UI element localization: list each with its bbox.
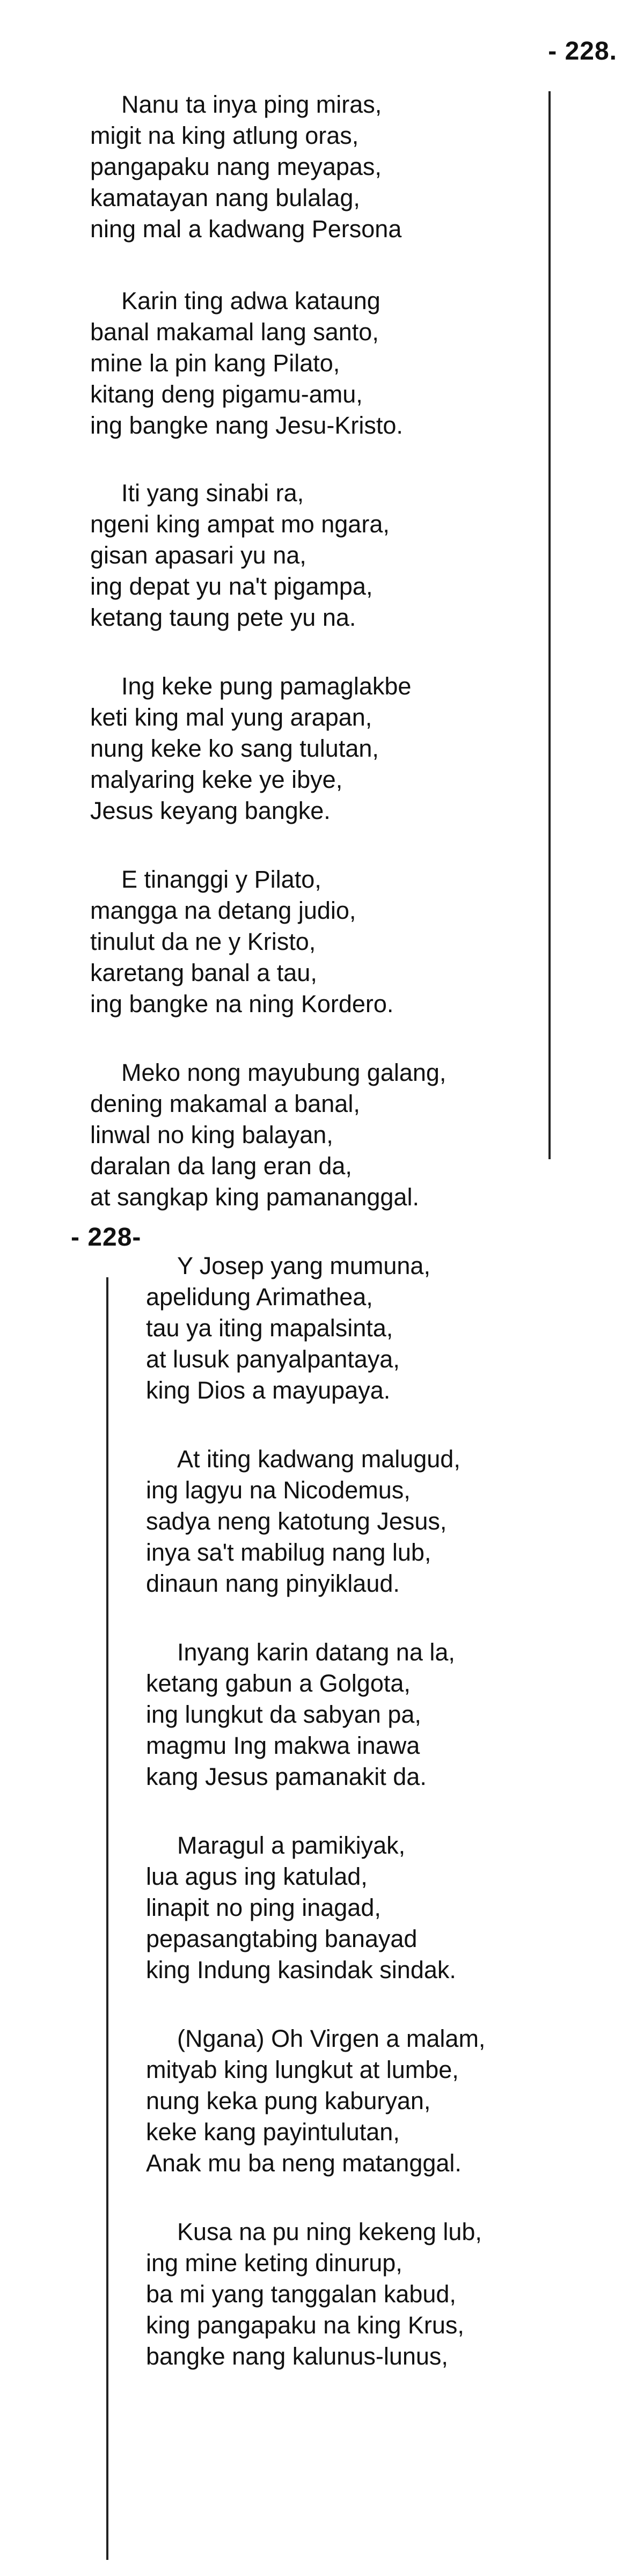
verse-line: At iting kadwang malugud,	[177, 1445, 460, 1473]
verse-line: Ing keke pung pamaglakbe	[121, 672, 412, 700]
stanza	[90, 478, 390, 633]
verse-line: Karin ting adwa kataung	[121, 287, 380, 314]
verse-line: lua agus ing katulad,	[146, 1863, 368, 1890]
page-number: - 228.	[548, 37, 617, 65]
verse-line: Anak mu ba neng matanggal.	[146, 2149, 462, 2177]
margin-rule	[548, 91, 551, 1159]
verse-line: tau ya iting mapalsinta,	[146, 1314, 393, 1342]
page-number: - 228-	[71, 1223, 142, 1252]
verse-line: king Dios a mayupaya.	[146, 1377, 391, 1404]
verse-line: banal makamal lang santo,	[90, 318, 379, 346]
stanza	[146, 2023, 485, 2179]
verse-line: kang Jesus pamanakit da.	[146, 1763, 427, 1790]
verse-line: inya sa't mabilug nang lub,	[146, 1539, 431, 1566]
stanza	[90, 1057, 446, 1213]
verse-line: at lusuk panyalpantaya,	[146, 1345, 400, 1373]
verse-line: ing mine keting dinurup,	[146, 2249, 402, 2277]
verse-line: Iti yang sinabi ra,	[121, 479, 304, 507]
stanza	[146, 1830, 456, 1986]
stanza	[146, 2216, 482, 2372]
verse-line: E tinanggi y Pilato,	[121, 866, 321, 893]
verse-line: Jesus keyang bangke.	[90, 797, 331, 824]
verse-line: ing lungkut da sabyan pa,	[146, 1701, 421, 1728]
verse-line: migit na king atlung oras,	[90, 122, 359, 149]
verse-line: Nanu ta inya ping miras,	[121, 91, 382, 118]
stanza	[90, 864, 393, 1020]
verse-line: pangapaku nang meyapas,	[90, 153, 382, 180]
verse-line: nung keka pung kaburyan,	[146, 2087, 431, 2114]
verse-line: sadya neng katotung Jesus,	[146, 1507, 447, 1535]
verse-line: dinaun nang pinyiklaud.	[146, 1570, 400, 1597]
verse-line: magmu Ing makwa inawa	[146, 1732, 420, 1759]
page-two	[0, 1197, 644, 2576]
stanza	[146, 1444, 460, 1599]
verse-line: bangke nang kalunus-lunus,	[146, 2343, 448, 2370]
verse-line: keti king mal yung arapan,	[90, 704, 372, 731]
verse-line: ba mi yang tanggalan kabud,	[146, 2280, 456, 2308]
margin-rule	[106, 1277, 108, 2560]
verse-line: nung keke ko sang tulutan,	[90, 735, 379, 762]
verse-line: ngeni king ampat mo ngara,	[90, 510, 390, 538]
verse-line: linwal no king balayan,	[90, 1121, 333, 1148]
verse-line: ing depat yu na't pigampa,	[90, 573, 373, 600]
verse-line: Inyang karin datang na la,	[177, 1638, 455, 1666]
verse-line: karetang banal a tau,	[90, 959, 317, 986]
verse-line: (Ngana) Oh Virgen a malam,	[177, 2025, 486, 2052]
verse-line: king Indung kasindak sindak.	[146, 1956, 456, 1984]
stanza	[90, 286, 403, 441]
verse-line: linapit no ping inagad,	[146, 1894, 381, 1921]
verse-line: Meko nong mayubung galang,	[121, 1059, 447, 1086]
verse-line: dening makamal a banal,	[90, 1090, 360, 1117]
verse-line: king pangapaku na king Krus,	[146, 2311, 464, 2339]
page-one	[0, 0, 644, 1211]
verse-line: malyaring keke ye ibye,	[90, 766, 343, 793]
verse-line: mangga na detang judio,	[90, 897, 356, 924]
verse-line: daralan da lang eran da,	[90, 1152, 352, 1180]
verse-line: Y Josep yang mumuna,	[177, 1252, 430, 1279]
stanza	[90, 671, 411, 826]
verse-line: Maragul a pamikiyak,	[177, 1832, 406, 1859]
verse-line: ing bangke nang Jesu-Kristo.	[90, 412, 403, 439]
verse-line: tinulut da ne y Kristo,	[90, 928, 316, 955]
stanza	[146, 1250, 430, 1406]
verse-line: keke kang payintulutan,	[146, 2118, 400, 2146]
verse-line: mityab king lungkut at lumbe,	[146, 2056, 459, 2083]
verse-line: kamatayan nang bulalag,	[90, 184, 360, 211]
verse-line: ing bangke na ning Kordero.	[90, 990, 394, 1018]
stanza	[90, 89, 401, 245]
verse-line: ing lagyu na Nicodemus,	[146, 1476, 411, 1504]
verse-line: gisan apasari yu na,	[90, 541, 306, 569]
verse-line: pepasangtabing banayad	[146, 1925, 418, 1952]
verse-line: ning mal a kadwang Persona	[90, 215, 402, 243]
verse-line: apelidung Arimathea,	[146, 1283, 373, 1311]
verse-line: ketang gabun a Golgota,	[146, 1670, 411, 1697]
verse-line: Kusa na pu ning kekeng lub,	[177, 2218, 482, 2245]
verse-line: ketang taung pete yu na.	[90, 604, 356, 631]
verse-line: at sangkap king pamananggal.	[90, 1183, 419, 1211]
verse-line: kitang deng pigamu-amu,	[90, 380, 363, 408]
stanza	[146, 1637, 455, 1792]
verse-line: mine la pin kang Pilato,	[90, 349, 340, 377]
